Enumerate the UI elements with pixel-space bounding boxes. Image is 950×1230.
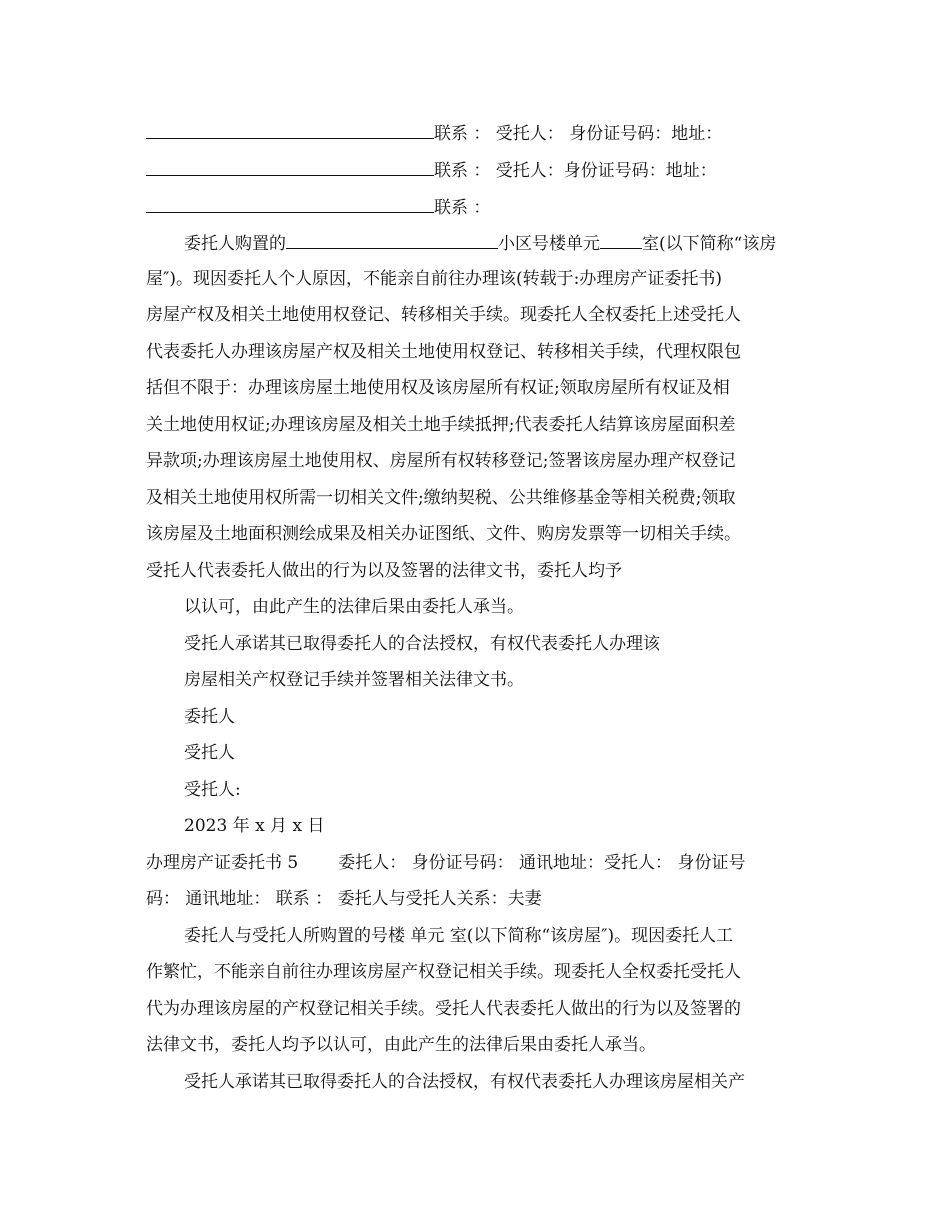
para1-line-8: 及相关土地使用权所需一切相关文件;缴纳契税、公共维修基金等相关税费;领取 bbox=[146, 488, 736, 508]
fill-blank bbox=[146, 157, 434, 176]
para1-line-1 bbox=[184, 230, 776, 256]
contact-label: 联系 ： 受托人：身份证号码：地址： bbox=[434, 161, 717, 181]
text: 委托人： 身份证号码： 通讯地址：受托人： 身份证号 bbox=[338, 853, 746, 873]
para1-line-5: 括但不限于：办理该房屋土地使用权及该房屋所有权证;领取房屋所有权证及相 bbox=[146, 378, 730, 398]
para4-line-1: 委托人与受托人所购置的号楼 单元 室(以下简称“该房屋″)。现因委托人工 bbox=[184, 926, 734, 946]
fill-blank bbox=[600, 230, 642, 249]
fill-blank bbox=[286, 230, 498, 249]
para1-line-7: 异款项;办理该房屋土地使用权、房屋所有权转移登记;签署该房屋办理产权登记 bbox=[146, 451, 736, 471]
para4-line-4: 法律文书，委托人均予以认可，由此产生的法律后果由委托人承当。 bbox=[146, 1035, 656, 1055]
para5-line-1: 受托人承诺其已取得委托人的合法授权，有权代表委托人办理该房屋相关产 bbox=[184, 1072, 745, 1092]
text: 小区号楼单元 bbox=[498, 234, 600, 254]
para1-line-6: 关土地使用权证;办理该房屋及相关土地手续抵押;代表委托人结算该房屋面积差 bbox=[146, 415, 736, 435]
para1-line-9: 该房屋及土地面积测绘成果及相关办证图纸、文件、购房发票等一切相关手续。 bbox=[146, 524, 741, 544]
contact-label: 联系 ： bbox=[434, 198, 491, 218]
signature-agent-colon: 受托人: bbox=[184, 780, 241, 800]
section5-line-2: 码： 通讯地址： 联系 ： 委托人与受托人关系：夫妻 bbox=[146, 889, 542, 909]
para1-line-10: 受托人代表委托人做出的行为以及签署的法律文书，委托人均予 bbox=[146, 561, 622, 581]
section-title: 办理房产证委托书 5 bbox=[146, 853, 299, 873]
para3-line-2: 房屋相关产权登记手续并签署相关法律文书。 bbox=[184, 670, 524, 690]
fill-blank bbox=[146, 194, 434, 213]
fill-blank bbox=[146, 120, 434, 139]
para1-line-4: 代表委托人办理该房屋产权及相关土地使用权登记、转移相关手续，代理权限包 bbox=[146, 342, 741, 362]
contact-line-3 bbox=[146, 194, 490, 220]
para3-line-1: 受托人承诺其已取得委托人的合法授权，有权代表委托人办理该 bbox=[184, 634, 660, 654]
section5-line-1 bbox=[146, 851, 745, 875]
text: 委托人购置的 bbox=[184, 234, 286, 254]
text: 室(以下简称“该房 bbox=[642, 234, 777, 254]
para4-line-3: 代为办理该房屋的产权登记相关手续。受托人代表委托人做出的行为以及签署的 bbox=[146, 999, 741, 1019]
contact-label: 联系 ： 受托人： 身份证号码：地址： bbox=[434, 124, 723, 144]
contact-line-1 bbox=[146, 120, 722, 146]
signature-date: 2023 年 x 月 x 日 bbox=[184, 816, 325, 836]
para4-line-2: 作繁忙，不能亲自前往办理该房屋产权登记相关手续。现委托人全权委托受托人 bbox=[146, 962, 741, 982]
para2-line-1: 以认可，由此产生的法律后果由委托人承当。 bbox=[184, 597, 524, 617]
para1-line-3: 房屋产权及相关土地使用权登记、转移相关手续。现委托人全权委托上述受托人 bbox=[146, 305, 741, 325]
contact-line-2 bbox=[146, 157, 717, 183]
signature-agent: 受托人 bbox=[184, 743, 235, 763]
para1-line-2: 屋″)。现因委托人个人原因，不能亲自前往办理该(转载于:办理房产证委托书) bbox=[146, 269, 722, 289]
signature-principal: 委托人 bbox=[184, 707, 235, 727]
